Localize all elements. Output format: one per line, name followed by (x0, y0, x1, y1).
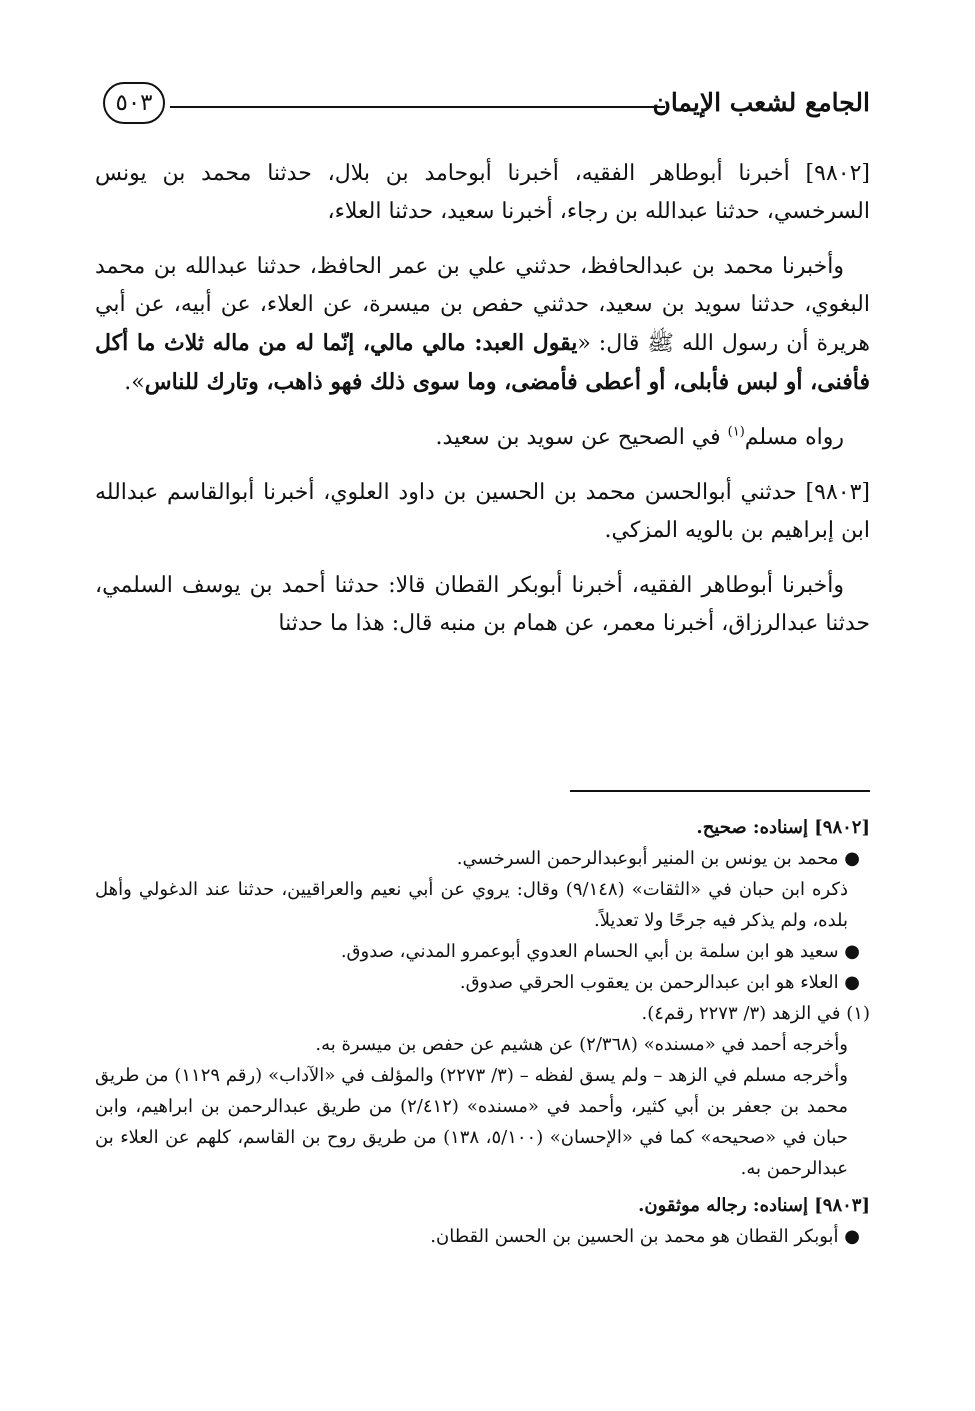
note-9802-heading (95, 812, 870, 843)
note-narrator-1: ● محمد بن يونس بن المنير أبوعبدالرحمن السرخسي. (456, 848, 860, 869)
note-narrator-1-detail: ذكره ابن حبان في «الثقات» (٩/١٤٨) وقال: يروي عن أبي نعيم والعراقيين، حدثنا عند الدغولي وأهل بلده، ولم يذكر فيه جرحًا ولا تعديلاً. (95, 879, 849, 931)
note-9803-heading (95, 1190, 870, 1221)
takhrij-text: رواه مسلم (744, 425, 844, 450)
footnote-1-ahmad: وأخرجه أحمد في «مسنده» (٢/٣٦٨) عن هشيم عن حفص بن ميسرة به. (315, 1034, 848, 1055)
note-label: [٩٨٠٢] إسناده: (746, 817, 870, 838)
hadith-9803-second-isnad: وأخبرنا أبوطاهر الفقيه، أخبرنا أبوبكر القطان قالا: حدثنا أحمد بن يوسف السلمي، حدثنا عبدالرزاق، أخبرنا معمر، عن همام بن منبه قال: هذا ما حدثنا (95, 573, 870, 636)
footnote-1: (١) في الزهد (٣/ ٢٢٧٣ رقم٤). (641, 1003, 870, 1024)
note-narrator-2: ● سعيد هو ابن سلمة بن أبي الحسام العدوي أبوعمرو المدني، صدوق. (340, 941, 860, 962)
hadith-9803-isnad: [٩٨٠٣] حدثني أبوالحسن محمد بن الحسين بن داود العلوي، أخبرنا أبوالقاسم عبدالله ابن إبراهيم بن بالويه المزكي. (95, 480, 870, 543)
main-text (95, 155, 870, 660)
hadith-matn: يقول العبد: مالي مالي، إنّما له من ماله ثلاث ما أكل فأفنى، أو لبس فأبلى، أو أعطى فأمضى، وما سوى ذلك فهو ذاهب، وتارك للناس (95, 330, 870, 395)
hadith-9802-second-isnad (95, 248, 870, 402)
footnote-divider (570, 790, 870, 792)
isnad-text: وأخبرنا محمد بن عبدالحافظ، حدثني علي بن عمر الحافظ، حدثنا عبدالله بن محمد البغوي، حدثنا سويد بن سعيد، حدثني حفص بن ميسرة، عن العلاء، عن أبيه، عن أبي هريرة أن رسول الله ﷺ قال: « (95, 254, 871, 356)
footnotes (95, 812, 870, 1252)
footnote-1-muslim: وأخرجه مسلم في الزهد – ولم يسق لفظه – (٣/ ٢٢٧٣) والمؤلف في «الآداب» (رقم ١١٢٩) من طريق محمد بن جعفر بن أبي كثير، وأحمد في «مسنده» (٢/٤١٢) من طريق عبدالرحمن بن ابراهيم، وابن حبان في «صحيحه» كما في «الإحسان» (٥/١٠٠، ١٣٨) من طريق روح بن القاسم، كلهم عن العلاء بن عبدالرحمن به. (95, 1065, 848, 1179)
running-title: الجامع لشعب الإيمان (652, 88, 870, 117)
note-grade: رجاله موثقون. (638, 1195, 747, 1216)
note-narrator-3: ● العلاء هو ابن عبدالرحمن بن يعقوب الحرقي صدوق. (459, 972, 860, 993)
takhrij-line (95, 419, 870, 457)
note-narrator-4: ● أبوبكر القطان هو محمد بن الحسين بن الحسن القطان. (430, 1226, 860, 1247)
footnote-ref: (١) (727, 424, 745, 440)
takhrij-text-rest: في الصحيح عن سويد بن سعيد. (435, 425, 728, 450)
page-number: ٥٠٣ (103, 82, 165, 124)
book-page (95, 0, 870, 1411)
note-label: [٩٨٠٣] إسناده: (746, 1195, 870, 1216)
quote-close: ». (124, 370, 145, 395)
hadith-9802-isnad: [٩٨٠٢] أخبرنا أبوطاهر الفقيه، أخبرنا أبوحامد بن بلال، حدثنا محمد بن يونس السرخسي، حدثنا عبدالله بن رجاء، أخبرنا سعيد، حدثنا العلاء، (95, 161, 870, 224)
page-header (95, 82, 870, 130)
note-grade: صحيح. (696, 817, 747, 838)
header-rule (170, 106, 665, 108)
